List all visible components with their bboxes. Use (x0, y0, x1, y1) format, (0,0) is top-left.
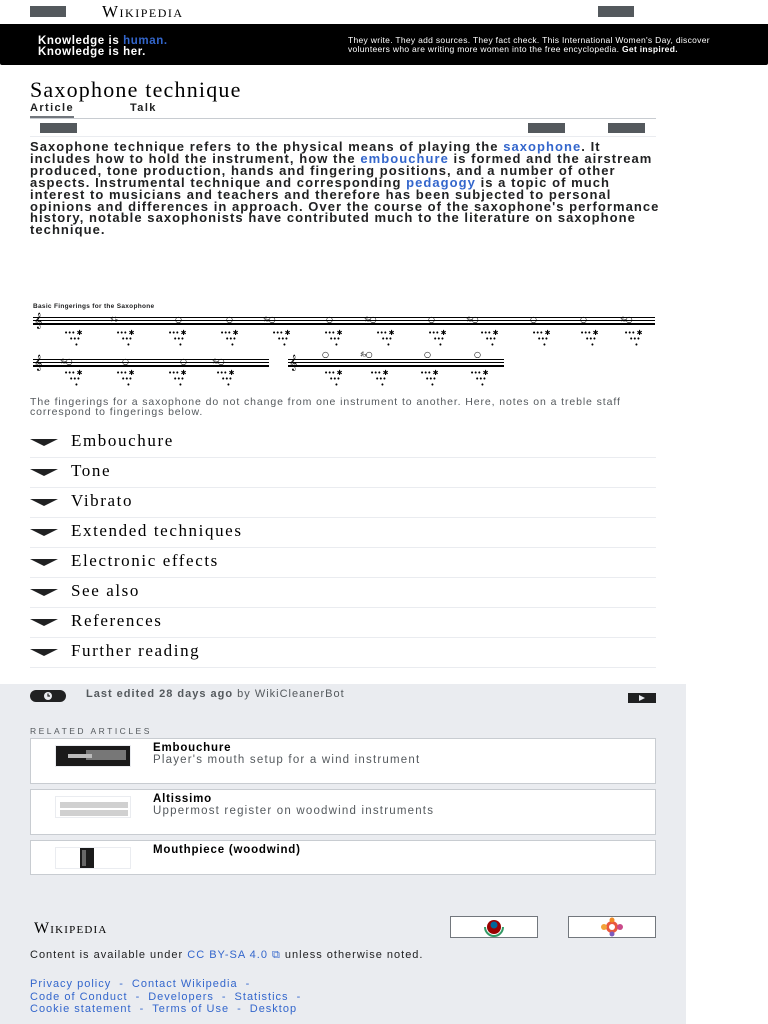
footer-link-terms[interactable]: Terms of Use (152, 1003, 230, 1015)
chevron-down-icon (30, 439, 58, 447)
music-staff (33, 313, 655, 329)
footer-wordmark: Wikipedia (34, 920, 108, 937)
page-actions-toolbar (30, 119, 656, 137)
section-heading-embouchure[interactable] (30, 428, 656, 458)
license-suffix: unless otherwise noted. (280, 949, 424, 961)
lead-text: is a topic of much interest to musicians and teachers and therefore has been subjected to personal opinions and differences in approach. Over the course of the saxophone's performance history, notable saxophonists have contributed much to the literature on saxophone technique. (30, 174, 660, 238)
treble-clef-icon: 𝄞 (289, 355, 298, 371)
banner-line1-prefix: Knowledge is (38, 35, 124, 47)
banner-slogan (38, 36, 168, 58)
chevron-down-icon (30, 589, 58, 597)
section-list (30, 428, 656, 668)
fingering-chart-image[interactable]: Basic Fingerings for the Saxophone 𝄞 ♯ ♭ ○ ○ ♯♭○ ○ ♯♭○ ○ ♯♭○ ○ ○ ♯♭○ ••• ✱ ••• • ••• ✱ ••• • ••• ✱ ••• • ••• ✱ ••• • ••• ✱ ••• • ••• ✱ ••• • ••• ✱ ••• • ••• ✱ ••• • ••• ✱ ••• • ••• ✱ ••• • ••• ✱ ••• • ••• ✱ ••• • 𝄞 ♯♭○ ○ ○ ♯♭○ 𝄞 ○ ♯♭○ ○ ○ ••• ✱ ••• • ••• ✱ ••• • ••• ✱ ••• • ••• ✱ ••• • ••• ✱ ••• • ••• ✱ ••• • ••• ✱ ••• • ••• ✱ ••• • (30, 300, 660, 398)
related-title: Mouthpiece (woodwind) (153, 844, 301, 856)
banner-message (348, 36, 748, 54)
section-heading-references[interactable] (30, 608, 656, 638)
hamburger-icon[interactable] (30, 6, 66, 17)
footer-area (0, 706, 686, 1024)
chevron-down-icon (30, 529, 58, 537)
link-saxophone[interactable]: saxophone (503, 139, 582, 154)
lead-text: is formed and the airstream produced, tone production, hands and fingering positions, and a number of other aspects. Instrumental technique and corresponding (30, 150, 653, 190)
last-edited-by: by WikiCleanerBot (233, 688, 345, 700)
related-title: Altissimo (153, 793, 212, 805)
section-title: Further reading (71, 641, 201, 660)
license-notice (30, 949, 590, 961)
last-edited-bar[interactable] (0, 684, 686, 706)
language-icon[interactable] (40, 123, 77, 133)
chevron-down-icon (30, 619, 58, 627)
namespace-tabs (30, 102, 656, 119)
related-description: Player's mouth setup for a wind instrument (153, 754, 421, 766)
footer-link-code-of-conduct[interactable]: Code of Conduct (30, 990, 128, 1003)
clock-icon (30, 689, 66, 701)
section-title: Vibrato (71, 491, 134, 510)
treble-clef-icon: 𝄞 (34, 355, 43, 371)
related-title: Embouchure (153, 742, 232, 754)
wikipedia-wordmark[interactable]: Wikipedia (102, 2, 184, 21)
section-title: Embouchure (71, 431, 174, 450)
banner-cta-link[interactable]: Get inspired. (622, 44, 678, 54)
chevron-down-icon (30, 649, 58, 657)
treble-clef-icon: 𝄞 (34, 313, 43, 329)
page-title: Saxophone technique (30, 77, 242, 102)
arrow-right-icon (628, 690, 656, 700)
link-pedagogy[interactable]: pedagogy (406, 174, 476, 190)
section-heading-tone[interactable] (30, 458, 656, 488)
link-embouchure[interactable]: embouchure (360, 150, 449, 166)
section-heading-electronic-effects[interactable] (30, 548, 656, 578)
figure-title: Basic Fingerings for the Saxophone (33, 303, 155, 310)
license-link[interactable]: CC BY-SA 4.0 (187, 949, 268, 961)
lead-bold-term: Saxophone technique (30, 139, 186, 154)
related-card-embouchure[interactable] (30, 738, 656, 784)
music-staff (288, 355, 504, 371)
section-heading-see-also[interactable] (30, 578, 656, 608)
related-description: Uppermost register on woodwind instruments (153, 805, 435, 817)
section-title: See also (71, 581, 140, 600)
external-link-icon: ⧉ (267, 949, 281, 961)
wikimedia-badge[interactable] (450, 916, 538, 938)
last-edited-text (86, 688, 345, 700)
license-prefix: Content is available under (30, 949, 188, 961)
chevron-down-icon (30, 499, 58, 507)
section-title: Extended techniques (71, 521, 243, 540)
section-title: References (71, 611, 163, 630)
mediawiki-badge[interactable] (568, 916, 656, 938)
footer-link-privacy[interactable]: Privacy policy (30, 978, 112, 990)
tab-talk[interactable]: Talk (130, 102, 157, 114)
banner-line1-highlight: human. (123, 35, 168, 47)
footer-link-cookie-statement[interactable]: Cookie statement (30, 1003, 132, 1015)
lead-paragraph (30, 141, 660, 236)
viewport-margin (686, 0, 768, 1024)
star-icon[interactable] (528, 123, 565, 133)
pencil-icon[interactable] (608, 123, 645, 133)
footer-link-developers[interactable]: Developers (148, 990, 214, 1003)
footer-links: Privacy policy - Contact Wikipedia - Code of Conduct - Developers - Statistics - Cookie statement - Terms of Use - Desktop (30, 978, 302, 1015)
lead-text: . It includes how to hold the instrument, how the (30, 139, 601, 166)
thumbnail (55, 745, 131, 767)
chevron-down-icon (30, 559, 58, 567)
banner-message-text: They write. They add sources. They fact check. This International Women's Day, discover volunteers who are writing more women into the free encyclopedia. (348, 35, 710, 54)
tab-article[interactable]: Article (30, 102, 74, 118)
chevron-down-icon (30, 469, 58, 477)
related-articles-heading: RELATED ARTICLES (30, 726, 152, 736)
figure-caption: The fingerings for a saxophone do not change from one instrument to another. Here, notes on a treble staff correspond to fingerings below. (30, 396, 621, 418)
last-edited-time: Last edited 28 days ago (86, 688, 234, 700)
search-icon[interactable] (598, 6, 634, 17)
campaign-banner[interactable] (0, 24, 768, 65)
related-card-mouthpiece[interactable] (30, 840, 656, 875)
section-heading-extended-techniques[interactable] (30, 518, 656, 548)
footer-link-statistics[interactable]: Statistics (234, 990, 289, 1003)
section-heading-vibrato[interactable] (30, 488, 656, 518)
section-title: Tone (71, 461, 112, 480)
top-bar (0, 0, 686, 24)
related-card-altissimo[interactable] (30, 789, 656, 835)
footer-link-contact[interactable]: Contact Wikipedia (131, 978, 238, 990)
thumbnail (55, 796, 131, 818)
lead-text: refers to the physical means of playing the (185, 139, 504, 154)
banner-line2: Knowledge is her. (38, 46, 146, 58)
section-title: Electronic effects (71, 551, 219, 570)
section-heading-further-reading[interactable] (30, 638, 656, 668)
thumbnail (55, 847, 131, 869)
footer-link-desktop[interactable]: Desktop (249, 1003, 298, 1015)
